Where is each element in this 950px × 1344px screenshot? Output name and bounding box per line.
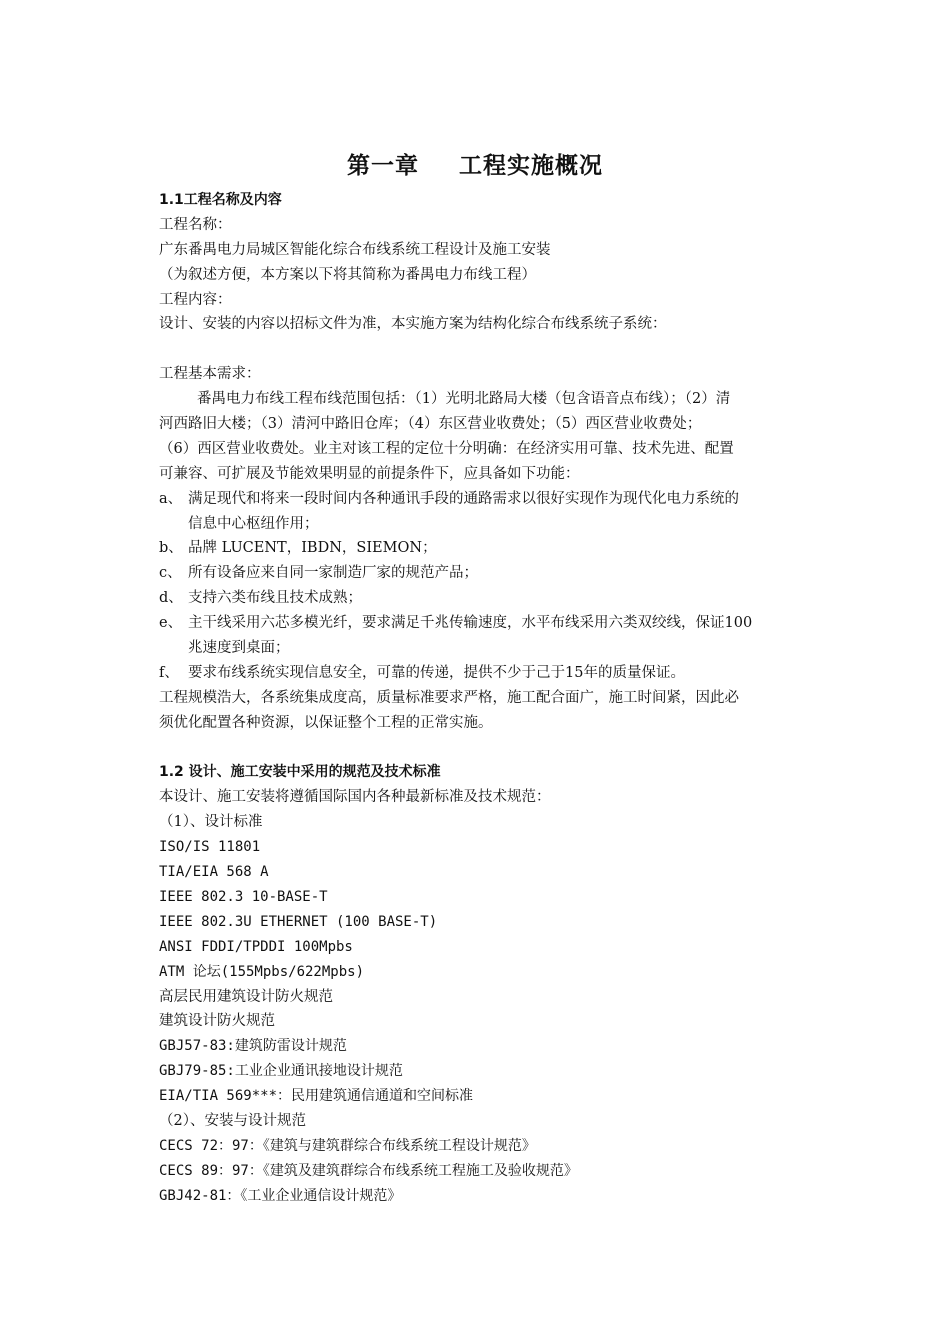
list-item: f、 要求布线系统实现信息安全，可靠的传递，提供不少于己于15年的质量保证。 (159, 664, 685, 681)
standard-line: GBJ79-85:工业企业通讯接地设计规范 (159, 1063, 403, 1080)
list-item: c、 所有设备应来自同一家制造厂家的规范产品； (159, 565, 478, 582)
project-content-label: 工程内容： (159, 291, 232, 308)
standard-line: ATM 论坛(155Mpbs/622Mpbs) (159, 963, 365, 980)
list-item-continuation: 兆速度到桌面； (188, 640, 290, 657)
project-name-value: 广东番禺电力局城区智能化综合布线系统工程设计及施工安装 (159, 241, 551, 258)
chapter-number: 第一章 (347, 153, 419, 179)
chapter-name: 工程实施概况 (459, 153, 603, 179)
list-item: b、 品牌 LUCENT，IBDN，SIEMON； (159, 540, 437, 557)
standard-line: EIA/TIA 569***：民用建筑通信通道和空间标准 (159, 1088, 474, 1105)
section-heading-1-1: 1.1工程名称及内容 (159, 192, 282, 208)
standard-line: 高层民用建筑设计防火规范 (159, 988, 333, 1005)
closing-paragraph-line: 工程规模浩大，各系统集成度高，质量标准要求严格，施工配合面广，施工时间紧，因此必 (159, 689, 739, 706)
standard-line: （2）、安装与设计规范 (159, 1112, 306, 1129)
section-heading-1-2: 1.2 设计、施工安装中采用的规范及技术标准 (159, 764, 441, 781)
standard-line: GBJ57-83:建筑防雷设计规范 (159, 1038, 347, 1055)
standard-line: （1）、设计标准 (159, 814, 263, 831)
project-name-label: 工程名称： (159, 216, 232, 233)
standard-line: IEEE 802.3 10-BASE-T (159, 888, 328, 905)
list-item: d、 支持六类布线且技术成熟； (159, 590, 362, 607)
standard-line: GBJ42-81：《工业企业通信设计规范》 (159, 1187, 402, 1204)
project-name-note: （为叙述方便，本方案以下将其简称为番禺电力布线工程） (159, 266, 536, 283)
requirements-paragraph-line: 番禺电力布线工程布线范围包括：（1）光明北路局大楼（包含语音点布线）；（2）清 (197, 391, 731, 408)
standard-line: ISO/IS 11801 (159, 839, 261, 856)
standard-line: 建筑设计防火规范 (159, 1013, 275, 1030)
project-content-value: 设计、安装的内容以招标文件为准，本实施方案为结构化综合布线系统子系统： (159, 316, 667, 333)
list-item: a、 满足现代和将来一段时间内各种通讯手段的通路需求以很好实现作为现代化电力系统的 (159, 490, 739, 507)
requirements-paragraph-line: 可兼容、可扩展及节能效果明显的前提条件下，应具备如下功能： (159, 465, 580, 482)
standard-line: CECS 72：97：《建筑与建筑群综合布线系统工程设计规范》 (159, 1137, 536, 1154)
closing-paragraph-line: 须优化配置各种资源，以保证整个工程的正常实施。 (159, 714, 493, 731)
requirements-paragraph-line: （6）西区营业收费处。业主对该工程的定位十分明确：在经济实用可靠、技术先进、配置 (159, 440, 734, 457)
list-item: e、 主干线采用六芯多模光纤，要求满足千兆传输速度，水平布线采用六类双绞线，保证100 (159, 615, 753, 632)
requirements-paragraph-line: 河西路旧大楼；（3）清河中路旧仓库；（4）东区营业收费处；（5）西区营业收费处； (159, 416, 702, 433)
standard-line: CECS 89：97：《建筑及建筑群综合布线系统工程施工及验收规范》 (159, 1162, 578, 1179)
standard-line: IEEE 802.3U ETHERNET (100 BASE-T) (159, 913, 438, 930)
standard-line: TIA/EIA 568 A (159, 864, 269, 881)
list-item-continuation: 信息中心枢纽作用； (188, 515, 319, 532)
standards-list (159, 810, 839, 1208)
standard-line: ANSI FDDI/TPDDI 100Mpbs (159, 938, 353, 955)
standards-intro: 本设计、施工安装将遵循国际国内各种最新标准及技术规范： (159, 789, 551, 806)
requirement-list (159, 487, 839, 686)
chapter-title (0, 147, 950, 180)
document-body (159, 188, 839, 1209)
requirements-label: 工程基本需求： (159, 366, 261, 383)
